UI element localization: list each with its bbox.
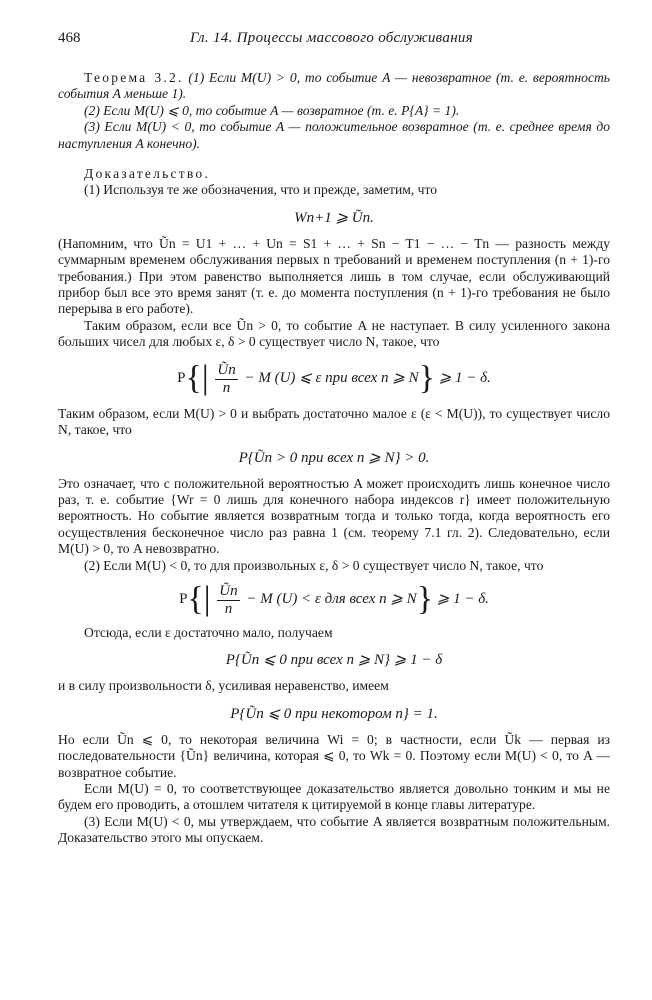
proof-paragraph-9: Но если Ũn ⩽ 0, то некоторая величина Wi = 0; в частности, если Ũk — первая из последовательности {Ũn} величина, которая ⩽ 0, то Wk = 0. Поэтому если M(U) < 0, то A — возвратное событие.	[58, 731, 610, 780]
book-page	[58, 30, 610, 847]
proof-paragraph-4: Таким образом, если M(U) > 0 и выбрать достаточно малое ε (ε < M(U)), то существует число N, такое, что	[58, 405, 610, 438]
theorem-item-1: Теорема 3.2. (1) Если M(U) > 0, то событие A — невозвратное (т. е. вероятность события A меньше 1).	[58, 70, 610, 102]
formula-3: P{Ũn > 0 при всех n ⩾ N} > 0.	[238, 449, 430, 466]
page-number: 468	[58, 30, 81, 46]
proof-paragraph-5: Это означает, что с положительной вероятностью A может происходить лишь конечное число раз, т. е. событие {Wr = 0 лишь для конечного набора индексов r} имеет положительную вероятность. Но событие является возвратным тогда и только тогда, когда вероятность его осуществления бесконечное число раз равна 1 (см. теорему 7.1 гл. 2). Следовательно, если M(U) > 0, то A невозвратно.	[58, 475, 610, 557]
proof-label: Доказательство.	[84, 166, 211, 182]
proof-paragraph-2: (Напомним, что Ũn = U1 + … + Un = S1 + … + Sn − T1 − … − Tn — разность между суммарным временем обслуживания первых n требований и временем поступления (n + 1)-го требования.) При этом равенство выполняется лишь в том случае, если обслуживающий прибор был все это время занят (т. е. до момента поступления (n + 1)-го требования не было перерыва в его работе).	[58, 235, 610, 317]
formula-5: P{Ũn ⩽ 0 при всех n ⩾ N} ⩾ 1 − δ	[225, 652, 443, 669]
proof-paragraph-11: (3) Если M(U) < 0, мы утверждаем, что событие A является возвратным положительным. Доказательство этого мы опускаем.	[58, 813, 610, 846]
theorem-item-2: (2) Если M(U) ⩽ 0, то событие A — возвратное (т. е. P{A} = 1).	[84, 102, 460, 118]
formula-1: Wn+1 ⩾ Ũn.	[294, 209, 374, 226]
formula-2: P{| $\frac{Ũn}{n}$ − M (U) ⩽ ε при всех n ⩾ N} ⩾ 1 − δ.	[177, 359, 491, 397]
formula-4: P{| $\frac{Ũn}{n}$ − M (U) < ε для всех n ⩾ N} ⩾ 1 − δ.	[179, 580, 489, 618]
page-header	[58, 30, 610, 54]
formula-6: P{Ũn ⩽ 0 при некотором n} = 1.	[230, 705, 438, 722]
proof-paragraph-3: Таким образом, если все Ũn > 0, то событие A не наступает. В силу усиленного закона больших чисел для любых ε, δ > 0 существует число N, такое, что	[58, 317, 610, 350]
theorem-label: Теорема 3.2.	[84, 70, 184, 85]
running-title: Гл. 14. Процессы массового обслуживания	[190, 30, 474, 46]
proof-paragraph-6: (2) Если M(U) < 0, то для произвольных ε, δ > 0 существует число N, такое, что	[84, 557, 544, 573]
proof-paragraph-7: Отсюда, если ε достаточно мало, получаем	[84, 624, 333, 640]
proof-paragraph-8: и в силу произвольности δ, усиливая неравенство, имеем	[58, 678, 389, 694]
theorem-item-3: (3) Если M(U) < 0, то событие A — положительное возвратное (т. е. среднее время до наступления A конечно).	[58, 119, 610, 151]
proof-paragraph-1: (1) Используя те же обозначения, что и прежде, заметим, что	[84, 182, 438, 198]
proof-paragraph-10: Если M(U) = 0, то соответствующее доказательство является довольно тонким и мы не будем его проводить, а отошлем читателя к цитируемой в конце главы литературе.	[58, 780, 610, 813]
